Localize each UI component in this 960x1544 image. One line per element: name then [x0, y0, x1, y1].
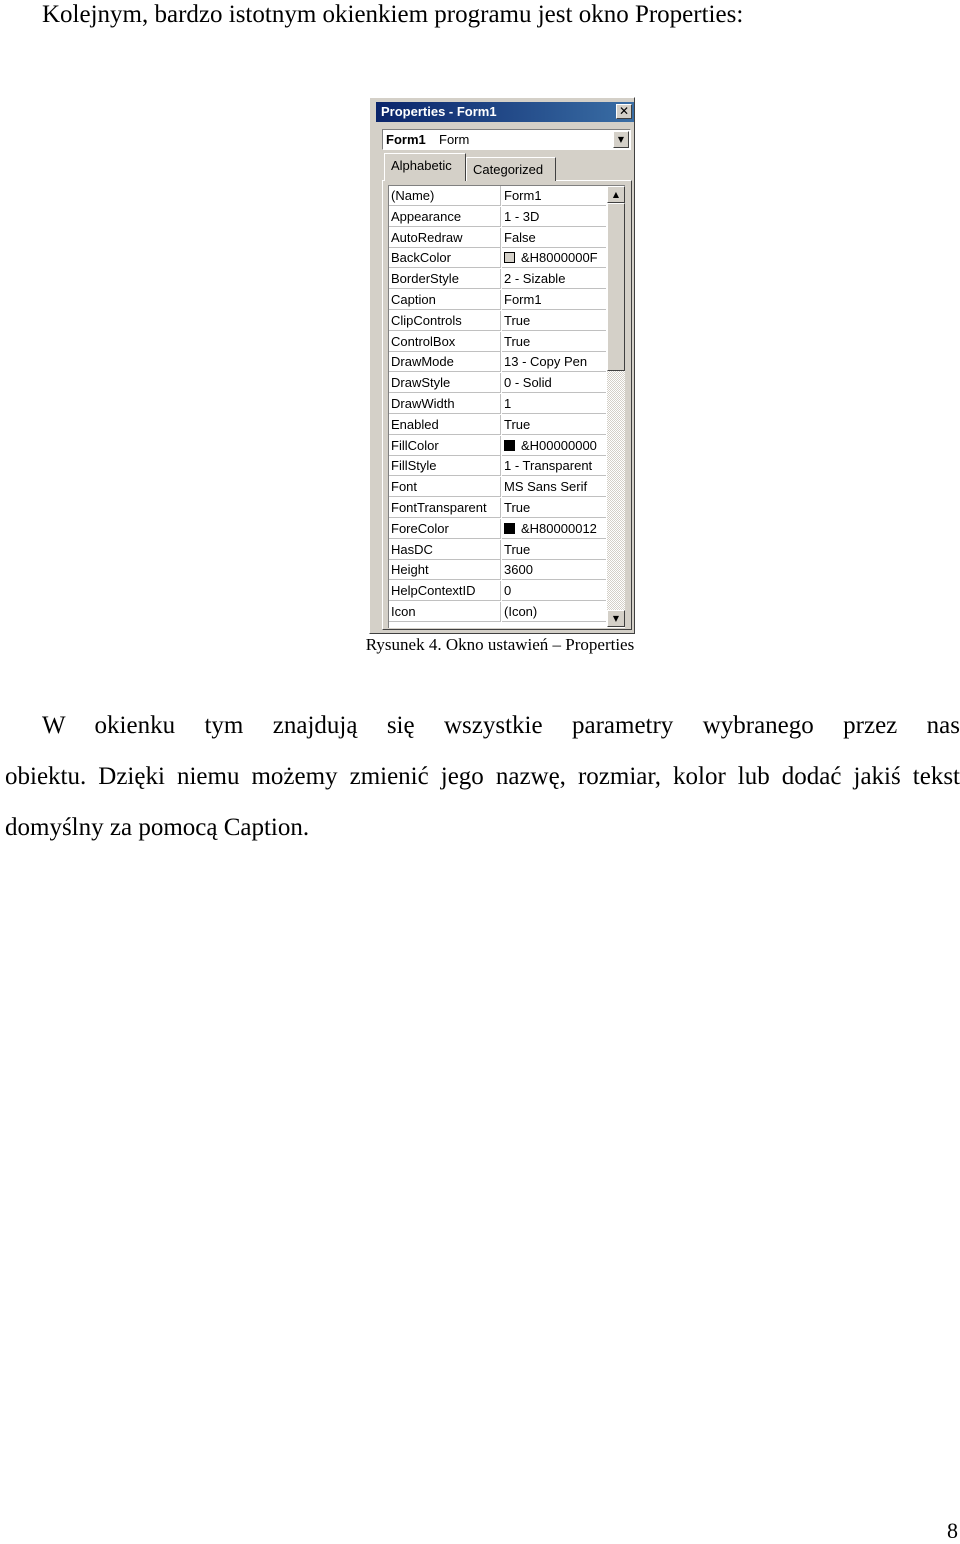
property-name: DrawWidth	[389, 394, 501, 414]
close-button[interactable]: ✕	[616, 104, 632, 119]
property-name: ForeColor	[389, 519, 501, 539]
property-name: FillStyle	[389, 456, 501, 476]
property-row[interactable]	[389, 290, 606, 311]
property-value[interactable]: 0 - Solid	[502, 373, 606, 393]
scroll-thumb[interactable]	[607, 203, 625, 371]
property-row[interactable]	[389, 332, 606, 353]
property-value[interactable]: 0	[502, 581, 606, 601]
vertical-scrollbar[interactable]	[607, 186, 625, 627]
property-row[interactable]	[389, 540, 606, 561]
intro-text: Kolejnym, bardzo istotnym okienkiem programu jest okno Properties:	[42, 1, 744, 28]
page-number: 8	[947, 1518, 958, 1543]
property-row[interactable]	[389, 311, 606, 332]
property-row[interactable]	[389, 394, 606, 415]
property-row[interactable]	[389, 248, 606, 269]
window-title: Properties - Form1	[381, 104, 497, 119]
property-value[interactable]: True	[502, 498, 606, 518]
object-name: Form1	[386, 132, 426, 147]
property-value[interactable]: 1 - Transparent	[502, 456, 606, 476]
property-name: Appearance	[389, 207, 501, 227]
tab-alphabetic[interactable]: Alphabetic	[384, 153, 466, 181]
object-selector[interactable]	[382, 129, 631, 150]
property-value[interactable]: True	[502, 311, 606, 331]
property-name: HelpContextID	[389, 581, 501, 601]
property-name: Icon	[389, 602, 501, 622]
property-name: BorderStyle	[389, 269, 501, 289]
property-value[interactable]: MS Sans Serif	[502, 477, 606, 497]
property-value-text: &H80000012	[521, 520, 597, 536]
property-name: Enabled	[389, 415, 501, 435]
property-row[interactable]	[389, 373, 606, 394]
property-row[interactable]	[389, 519, 606, 540]
body-paragraph	[5, 700, 960, 853]
property-name: Height	[389, 560, 501, 580]
color-swatch-icon	[504, 440, 515, 451]
property-name: FillColor	[389, 436, 501, 456]
property-name: HasDC	[389, 540, 501, 560]
property-value[interactable]: (Icon)	[502, 602, 606, 622]
chevron-down-icon[interactable]: ▼	[613, 131, 629, 148]
property-name: FontTransparent	[389, 498, 501, 518]
scroll-down-icon[interactable]: ▼	[607, 610, 625, 627]
paragraph-rest: obiektu. Dzięki niemu możemy zmienić jego nazwę, rozmiar, kolor lub dodać jakiś tekst domyślny za pomocą Caption.	[5, 763, 960, 841]
property-row[interactable]	[389, 352, 606, 373]
color-swatch-icon	[504, 523, 515, 534]
property-row[interactable]	[389, 415, 606, 436]
figure-caption: Rysunek 4. Okno ustawień – Properties	[365, 635, 635, 654]
property-name: ClipControls	[389, 311, 501, 331]
property-value[interactable]: 3600	[502, 560, 606, 580]
property-value[interactable]: 13 - Copy Pen	[502, 352, 606, 372]
property-row[interactable]	[389, 602, 606, 623]
property-row[interactable]	[389, 581, 606, 602]
property-row[interactable]	[389, 560, 606, 581]
property-name: ControlBox	[389, 332, 501, 352]
property-name: DrawStyle	[389, 373, 501, 393]
title-bar[interactable]	[376, 102, 634, 122]
property-value[interactable]: True	[502, 540, 606, 560]
property-row[interactable]	[389, 436, 606, 457]
property-row[interactable]	[389, 186, 606, 207]
property-value[interactable]: 1	[502, 394, 606, 414]
property-name: AutoRedraw	[389, 228, 501, 248]
property-name: BackColor	[389, 248, 501, 268]
property-row[interactable]	[389, 477, 606, 498]
tab-categorized[interactable]: Categorized	[466, 157, 556, 181]
property-row[interactable]	[389, 228, 606, 249]
property-value[interactable]	[502, 519, 606, 539]
paragraph-line-1: W okienku tym znajdują się wszystkie parametry wybranego przez nas	[42, 712, 960, 739]
property-name: Caption	[389, 290, 501, 310]
property-value[interactable]: Form1	[502, 290, 606, 310]
property-row[interactable]	[389, 207, 606, 228]
property-value[interactable]: False	[502, 228, 606, 248]
property-value[interactable]: 2 - Sizable	[502, 269, 606, 289]
property-value[interactable]	[502, 436, 606, 456]
property-row[interactable]	[389, 498, 606, 519]
object-type: Form	[439, 132, 470, 147]
property-value[interactable]: True	[502, 332, 606, 352]
property-name: Font	[389, 477, 501, 497]
scroll-up-icon[interactable]: ▲	[607, 186, 625, 203]
property-row[interactable]	[389, 456, 606, 477]
property-value[interactable]: 1 - 3D	[502, 207, 606, 227]
property-value-text: &H00000000	[521, 437, 597, 453]
property-value[interactable]: True	[502, 415, 606, 435]
property-name: DrawMode	[389, 352, 501, 372]
color-swatch-icon	[504, 252, 515, 263]
property-row[interactable]	[389, 269, 606, 290]
property-value[interactable]	[502, 248, 606, 268]
properties-window	[369, 97, 635, 634]
property-grid	[388, 185, 625, 628]
property-value-text: &H8000000F	[521, 250, 598, 266]
property-name: (Name)	[389, 186, 501, 206]
property-value[interactable]: Form1	[502, 186, 606, 206]
